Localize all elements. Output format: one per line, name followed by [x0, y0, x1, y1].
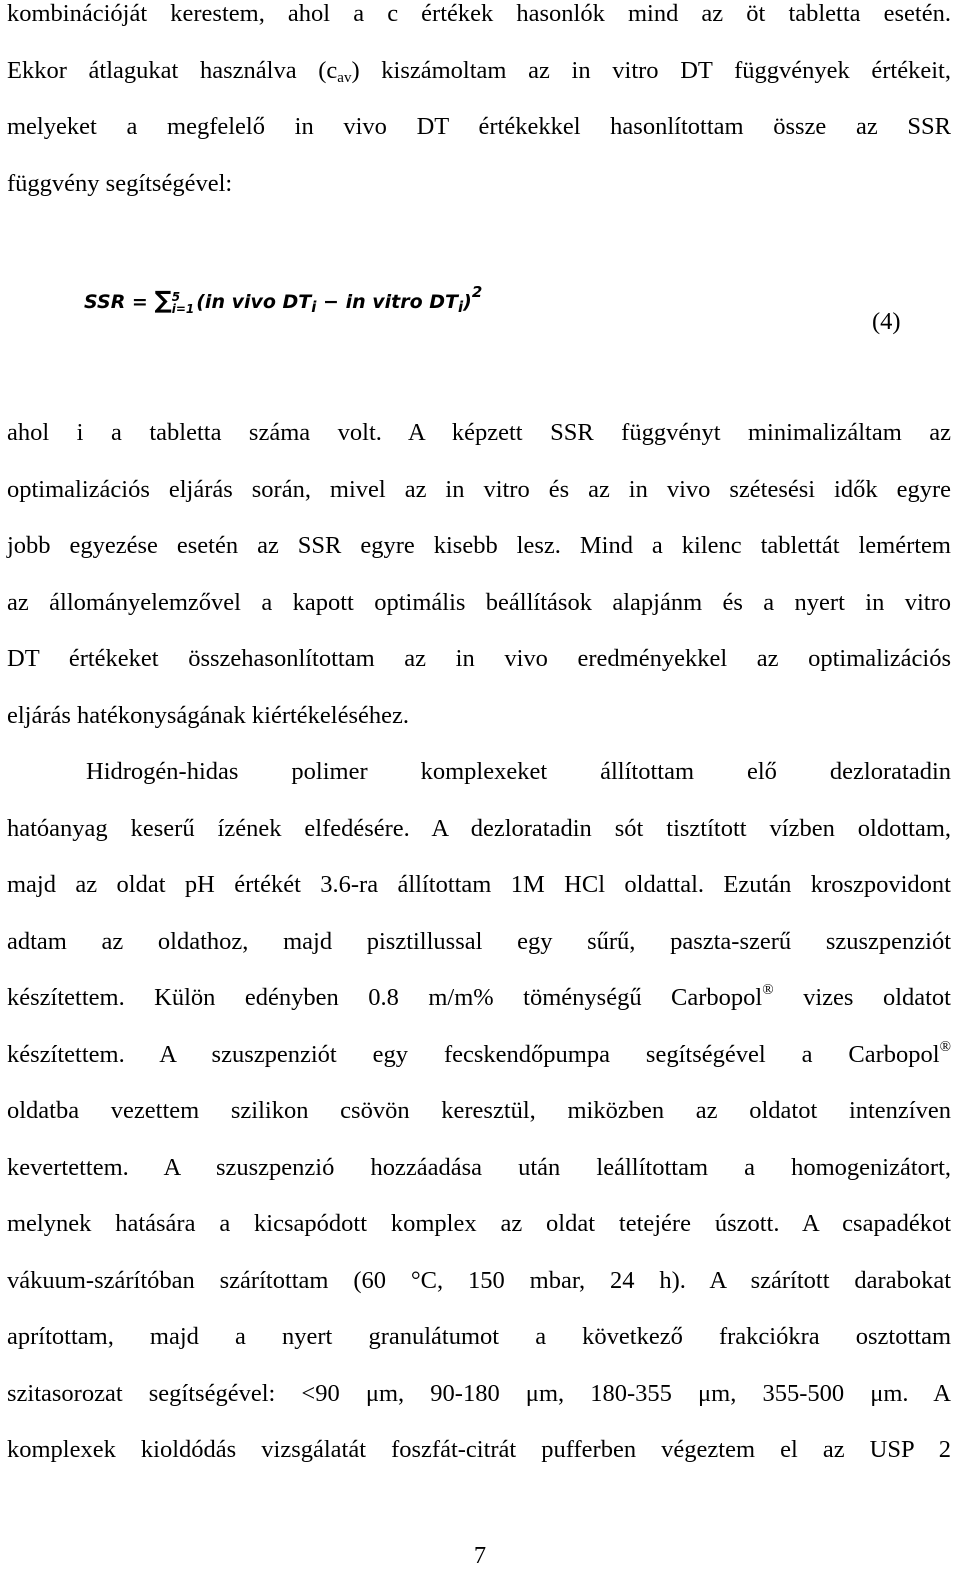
text-line: oldatba vezettem szilikon csövön keresztül, miközben az oldatot intenzíven [7, 1097, 951, 1124]
registered-mark: ® [939, 1039, 951, 1055]
text-line: melyeket a megfelelő in vivo DT értékekkel hasonlítottam össze az SSR [7, 113, 951, 140]
text-line: DT értékeket összehasonlítottam az in vivo eredményekkel az optimalizációs [7, 645, 951, 672]
text-line: optimalizációs eljárás során, mivel az in vitro és az in vivo szétesési idők egyre [7, 476, 951, 503]
text-line: szitasorozat segítségével: <90 μm, 90-180 μm, 180-355 μm, 355-500 μm. A [7, 1380, 951, 1407]
text-line: aprítottam, majd a nyert granulátumot a következő frakciókra osztottam [7, 1323, 951, 1350]
text-line: melynek hatására a kicsapódott komplex az oldat tetejére úszott. A csapadékot [7, 1210, 951, 1237]
text-line: ahol i a tabletta száma volt. A képzett SSR függvényt minimalizáltam az [7, 419, 951, 446]
text-line: jobb egyezése esetén az SSR egyre kisebb lesz. Mind a kilenc tablettát lemértem [7, 532, 951, 559]
text-line: eljárás hatékonyságának kiértékeléséhez. [7, 702, 410, 729]
page-number: 7 [473, 1542, 487, 1569]
text-line: komplexek kioldódás vizsgálatát foszfát-citrát pufferben végeztem el az USP 2 [7, 1436, 951, 1463]
text-line: az állományelemzővel a kapott optimális beállítások alapjánm és a nyert in vitro [7, 589, 951, 616]
text-line: majd az oldat pH értékét 3.6-ra állítottam 1M HCl oldattal. Ezután kroszpovidont [7, 871, 951, 898]
text-line: vákuum-szárítóban szárítottam (60 °C, 150 mbar, 24 h). A szárított darabokat [7, 1267, 951, 1294]
text-line: hatóanyag keserű ízének elfedésére. A dezloratadin sót tisztított vízben oldottam, [7, 815, 951, 842]
text-line: készítettem. A szuszpenziót egy fecskendőpumpa segítségével a Carbopol® [7, 1039, 951, 1068]
text-line: adtam az oldathoz, majd pisztillussal egy sűrű, paszta-szerű szuszpenziót [7, 928, 951, 955]
equation-number: (4) [872, 308, 901, 335]
text-line: függvény segítségével: [7, 170, 233, 197]
ssr-equation: SSR = ∑ 5 i=1 (in vivo $DT_i$ − in vitro $DT_i)^2$ [84, 283, 483, 316]
registered-mark: ® [762, 982, 774, 998]
text-line: Hidrogén-hidas polimer komplexeket állítottam elő dezloratadin [86, 758, 951, 785]
text-line: Ekkor átlagukat használva $(c_{av})$ kiszámoltam az in vitro DT függvények értékeit, [7, 57, 951, 86]
text-line: kevertettem. A szuszpenzió hozzáadása után leállítottam a homogenizátort, [7, 1154, 951, 1181]
text-line: kombinációját kerestem, ahol a c értékek hasonlók mind az öt tabletta esetén. [7, 0, 951, 27]
text-line: készítettem. Külön edényben 0.8 m/m% töménységű Carbopol® vizes oldatot [7, 982, 951, 1011]
